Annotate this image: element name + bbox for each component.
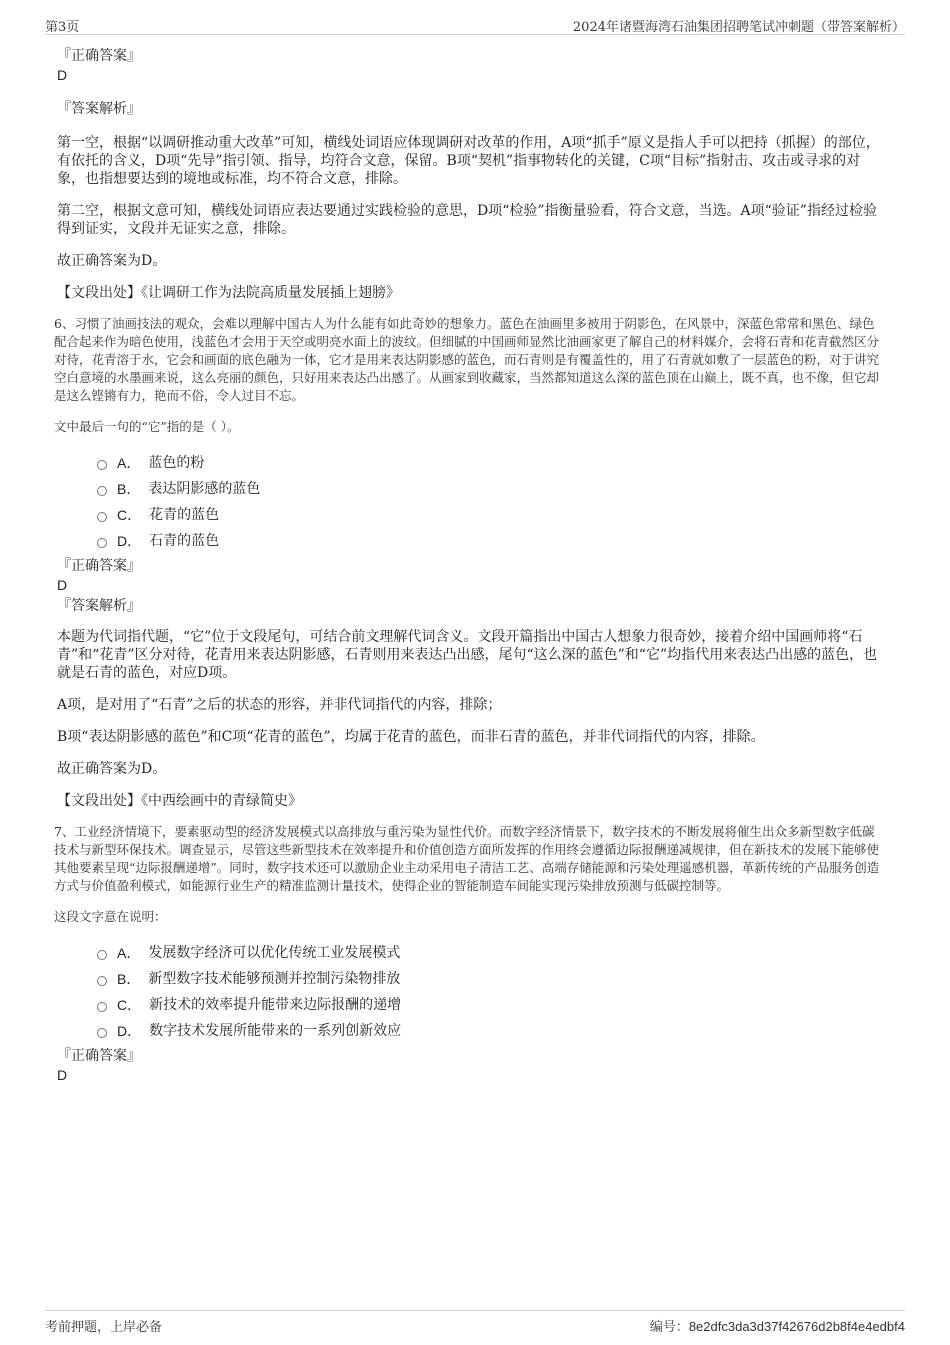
question-prompt: 这段文字意在说明： <box>54 909 167 924</box>
radio-icon[interactable] <box>97 512 107 522</box>
option-text: 数字技术发展所能带来的一系列创新效应 <box>149 1023 402 1039</box>
radio-icon[interactable] <box>97 486 107 496</box>
page-header <box>45 14 905 35</box>
option-d[interactable]: D． 石青的蓝色 <box>97 528 927 554</box>
analysis-paragraph: 本题为代词指代题，“它”位于文段尾句，可结合前文理解代词含义。文段开篇指出中国古人想象力很奇妙，接着介绍中国画师将“石青”和“花青”区分对待，花青用来表达阴影感，石青则用来表达凸出感，尾句“这么深的蓝色”和“它”均指代用来表达凸出感的蓝色，也就是石青的蓝色，对应D项。 <box>57 629 878 681</box>
option-text: 发展数字经济可以优化传统工业发展模式 <box>148 945 401 961</box>
option-text: 表达阴影感的蓝色 <box>148 481 261 497</box>
main-content <box>54 46 887 1084</box>
option-b[interactable]: B． 新型数字技术能够预测并控制污染物排放 <box>97 966 927 992</box>
option-text: 石青的蓝色 <box>149 533 220 549</box>
analysis-conclusion: 故正确答案为D。 <box>57 253 167 269</box>
document-title: 2024年诸暨海湾石油集团招聘笔试冲刺题（带答案解析） <box>572 20 905 35</box>
option-d[interactable]: D． 数字技术发展所能带来的一系列创新效应 <box>97 1018 927 1044</box>
analysis-paragraph: 第一空，根据“以调研推动重大改革”可知，横线处词语应体现调研对改革的作用，A项“抓手”原义是指人手可以把持（抓握）的部位，有依托的含义，D项“先导”指引领、指导，均符合文意，保留。B项“契机”指事物转化的关键，C项“目标”指射击、攻击或寻求的对象，也指想要达到的境地或标准，均不符合文意，排除。 <box>57 135 880 187</box>
footer-slogan: 考前押题，上岸必备 <box>45 1320 163 1335</box>
source-citation: 【文段出处】《中西绘画中的青绿简史》 <box>57 793 302 809</box>
answer-value: D <box>57 577 68 593</box>
answer-value: D <box>57 67 68 83</box>
document-code: 编号：8e2dfc3da3d37f42676d2b8f4e4edbf4 <box>649 1319 905 1334</box>
option-b[interactable]: B． 表达阴影感的蓝色 <box>97 476 927 502</box>
radio-icon[interactable] <box>97 1002 107 1012</box>
option-list <box>97 450 927 554</box>
option-c[interactable]: C． 新技术的效率提升能带来边际报酬的递增 <box>97 992 927 1018</box>
answer-value: D <box>57 1067 68 1083</box>
radio-icon[interactable] <box>97 460 107 470</box>
page-footer <box>45 1310 905 1335</box>
answer-label: 『正确答案』 <box>57 48 141 64</box>
analysis-label: 『答案解析』 <box>57 598 141 614</box>
radio-icon[interactable] <box>97 950 107 960</box>
radio-icon[interactable] <box>97 538 107 548</box>
question-text: 7、工业经济情境下，要素驱动型的经济发展模式以高排放与重污染为显性代价。而数字经济情景下，数字技术的不断发展将催生出众多新型数字低碳技术与新型环保技术。调查显示，尽管这些新型技术在效率提升和价值创造方面所发挥的作用终会遵循边际报酬递减规律，但在新技术的发展下能够使其他要素呈现“边际报酬递增”。同时，数字技术还可以激励企业主动采用电子清洁工艺、高端存储能源和污染处理遥感机器，革新传统的产品服务创造方式与价值盈利模式，如能源行业生产的精准监测计量技术，使得企业的智能制造车间能实现污染排放预测与低碳控制等。 <box>54 824 880 893</box>
option-text: 花青的蓝色 <box>149 507 220 523</box>
option-text: 蓝色的粉 <box>148 455 205 471</box>
analysis-paragraph: 第二空，根据文意可知，横线处词语应表达要通过实践检验的意思，D项“检验”指衡量验看，符合文意，当选。A项“验证”指经过检验得到证实，文段并无证实之意，排除。 <box>57 203 877 237</box>
option-a[interactable]: A． 发展数字经济可以优化传统工业发展模式 <box>97 940 927 966</box>
page-number: 第3页 <box>45 20 80 35</box>
answer-label: 『正确答案』 <box>57 1048 141 1064</box>
analysis-label: 『答案解析』 <box>57 101 141 117</box>
answer-label: 『正确答案』 <box>57 558 141 574</box>
question-prompt: 文中最后一句的“它”指的是（ ）。 <box>54 419 240 434</box>
q5-block <box>57 46 887 302</box>
radio-icon[interactable] <box>97 976 107 986</box>
option-list <box>97 940 927 1044</box>
question-text: 6、习惯了油画技法的观众，会难以理解中国古人为什么能有如此奇妙的想象力。蓝色在油画里多被用于阴影色，在风景中，深蓝色常常和黑色、绿色配合起来作为暗色使用，浅蓝色才会用于天空或明亮水面上的波纹。但细腻的中国画师显然比油画家更了解自己的材料媒介，会将石青和花青截然区分对待，花青溶于水，它会和画面的底色融为一体，它才是用来表达阴影感的蓝色，而石青则是有覆盖性的，用了石青就如敷了一层蓝色的粉，对于讲究空白意境的水墨画来说，这么亮丽的颜色，只好用来表达凸出感了。从画家到收藏家，当然都知道这么深的蓝色顶在山巅上，既不真，也不像，但它却是这么铿锵有力，艳而不俗，令人过目不忘。 <box>54 316 880 403</box>
q6-block <box>54 315 887 810</box>
analysis-conclusion: 故正确答案为D。 <box>57 761 167 777</box>
analysis-paragraph: B项“表达阴影感的蓝色”和C项“花青的蓝色”，均属于花青的蓝色，而非石青的蓝色，并非代词指代的内容，排除。 <box>57 729 765 745</box>
radio-icon[interactable] <box>97 1028 107 1038</box>
option-text: 新型数字技术能够预测并控制污染物排放 <box>148 971 401 987</box>
q7-block <box>54 823 887 1084</box>
option-text: 新技术的效率提升能带来边际报酬的递增 <box>149 997 402 1013</box>
source-citation: 【文段出处】《让调研工作为法院高质量发展插上翅膀》 <box>57 285 400 301</box>
option-a[interactable]: A． 蓝色的粉 <box>97 450 927 476</box>
analysis-paragraph: A项，是对用了“石青”之后的状态的形容，并非代词指代的内容，排除； <box>57 697 502 713</box>
option-c[interactable]: C． 花青的蓝色 <box>97 502 927 528</box>
